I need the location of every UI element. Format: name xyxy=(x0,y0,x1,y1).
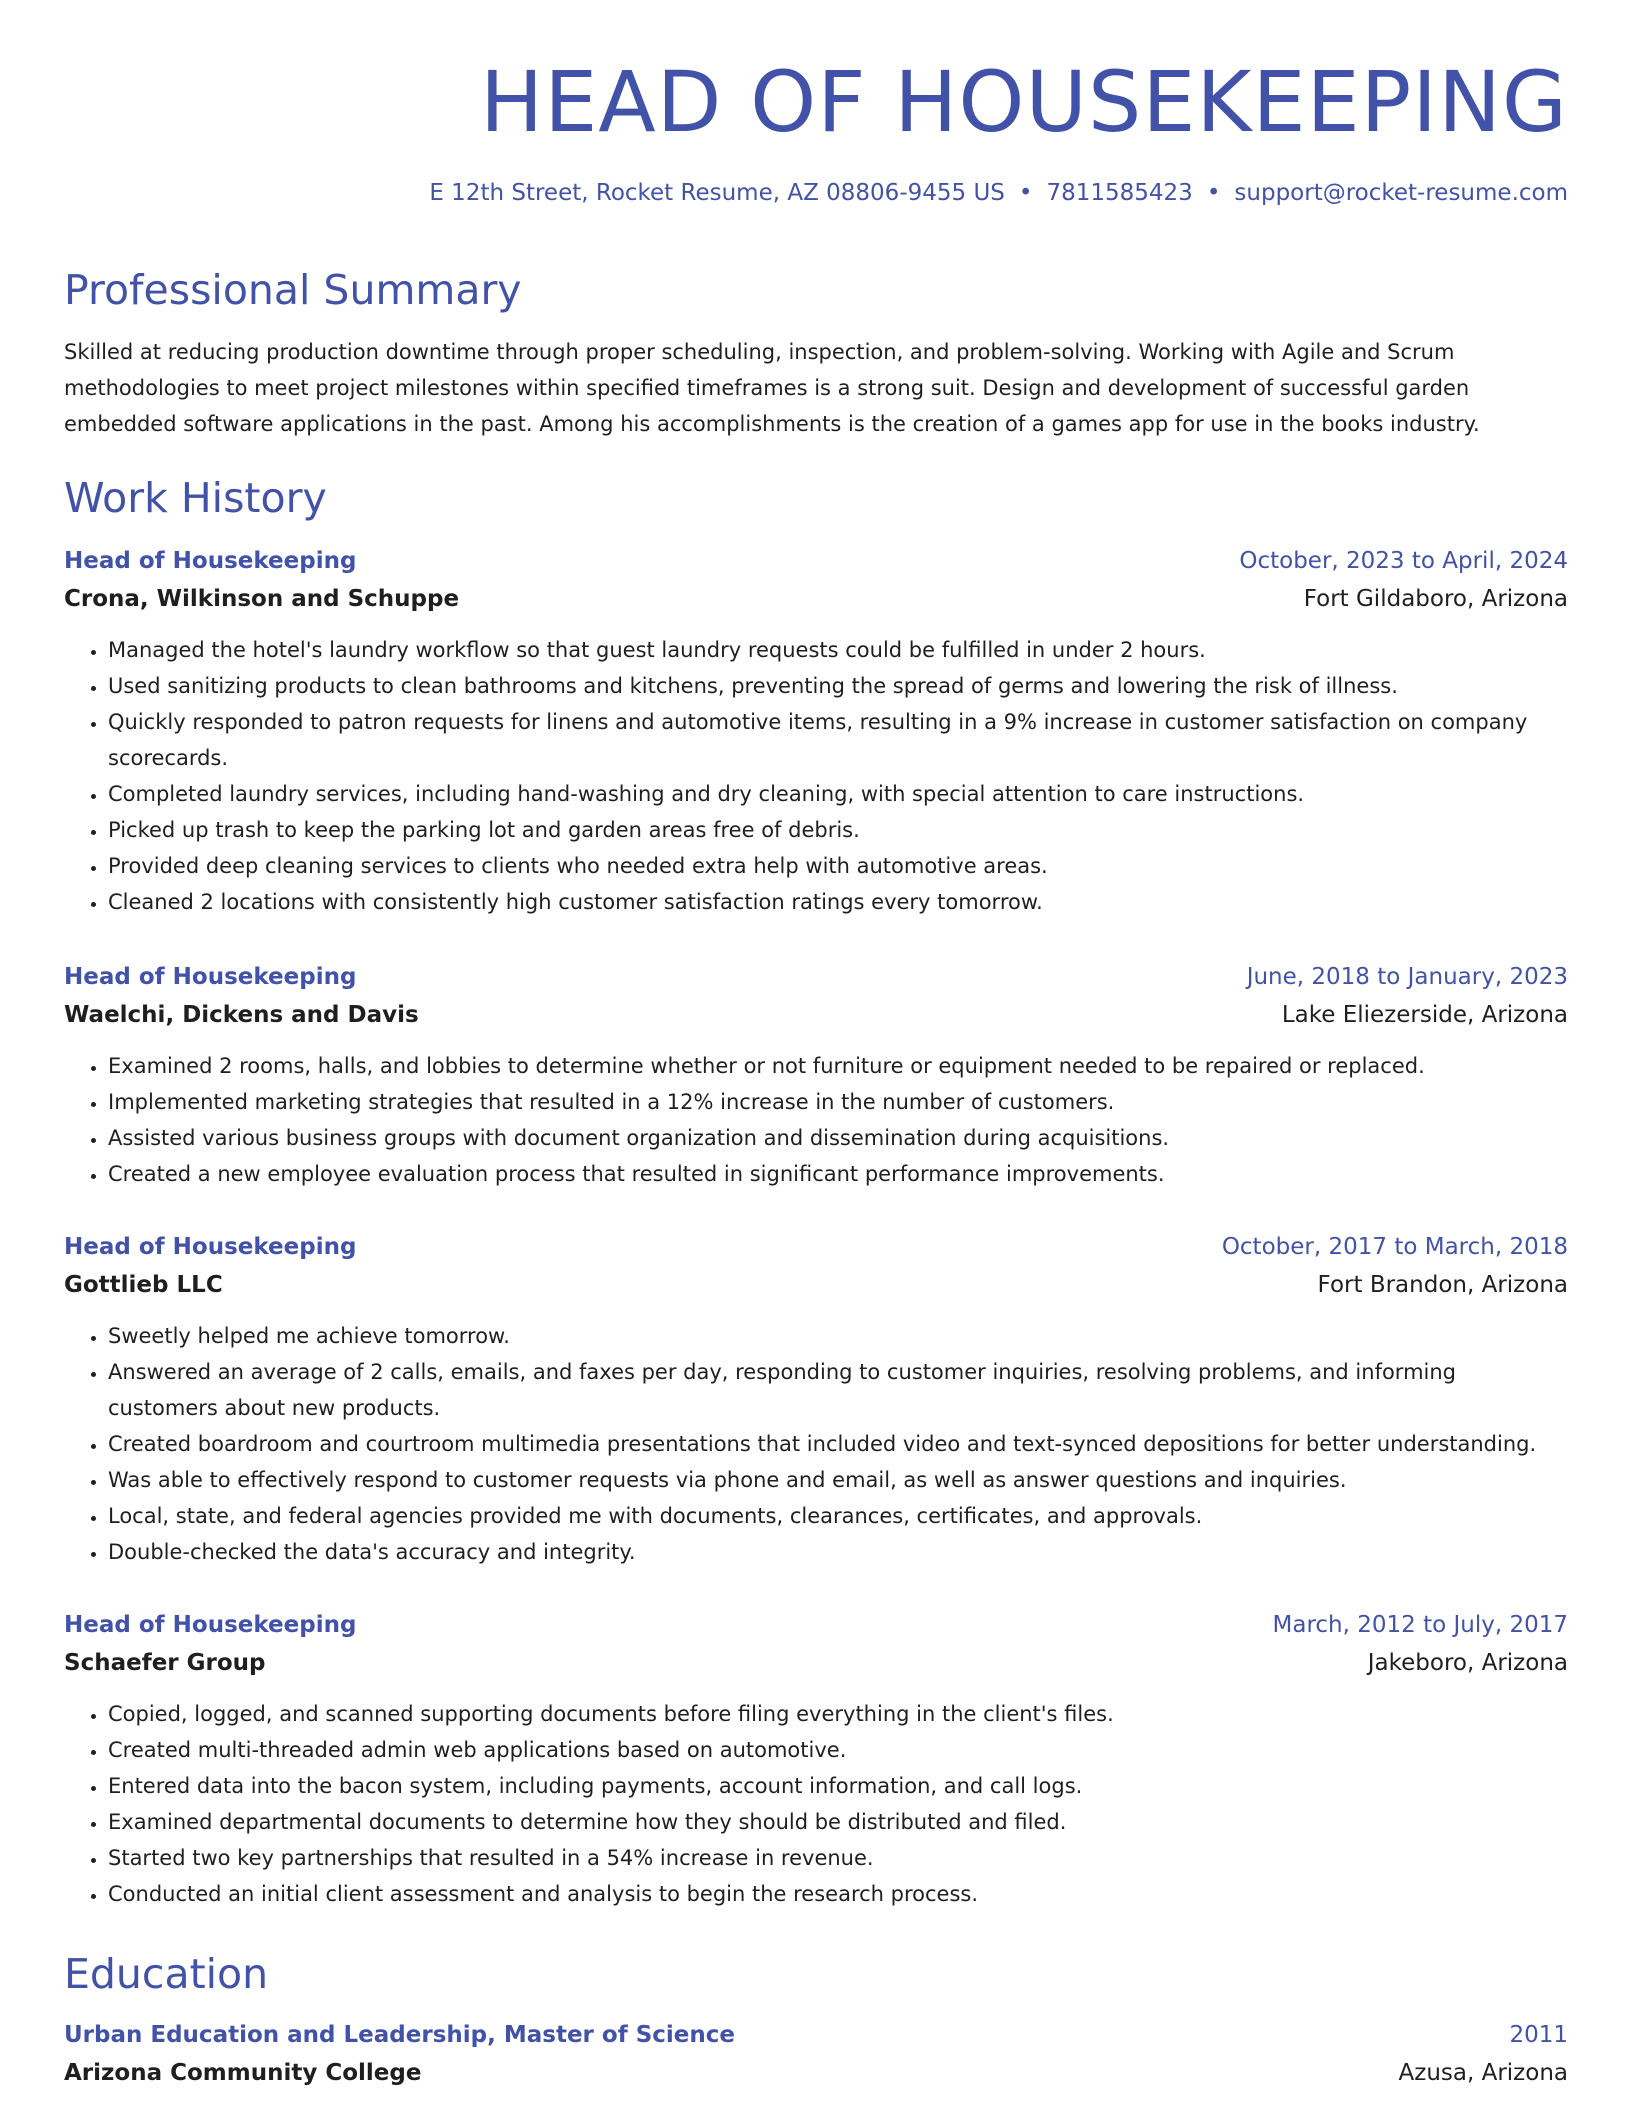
bullet-item: • Assisted various business groups with document organization and dissemination during acquisitions. xyxy=(108,1120,1568,1156)
job-location: Fort Gildaboro, Arizona xyxy=(1303,586,1568,612)
job-location: Jakeboro, Arizona xyxy=(1367,1650,1568,1676)
bullet-item: • Implemented marketing strategies that resulted in a 12% increase in the number of customers. xyxy=(108,1084,1568,1120)
bullet-item: • Cleaned 2 locations with consistently high customer satisfaction ratings every tomorrow. xyxy=(108,884,1568,920)
contact-separator: • xyxy=(1018,180,1033,206)
job-bullets xyxy=(64,632,1568,920)
bullet-item: • Conducted an initial client assessment and analysis to begin the research process. xyxy=(108,1876,1568,1912)
bullet-item: • Answered an average of 2 calls, emails, and faxes per day, responding to customer inquiries, resolving problems, and informing customers about new products. xyxy=(108,1354,1568,1426)
job-title: Head of Housekeeping xyxy=(64,1612,357,1638)
bullet-item: • Sweetly helped me achieve tomorrow. xyxy=(108,1318,1568,1354)
education-degree: Urban Education and Leadership, Master of Science xyxy=(64,2022,735,2048)
job-bullets xyxy=(64,1696,1568,1912)
bullet-item: • Created a new employee evaluation process that resulted in significant performance improvements. xyxy=(108,1156,1568,1192)
education-school: Arizona Community College xyxy=(64,2060,422,2086)
contact-address: E 12th Street, Rocket Resume, AZ 08806-9455 US xyxy=(429,180,1005,206)
bullet-item: • Local, state, and federal agencies provided me with documents, clearances, certificates, and approvals. xyxy=(108,1498,1568,1534)
work-history-heading: Work History xyxy=(64,474,327,522)
bullet-item: • Examined departmental documents to determine how they should be distributed and filed. xyxy=(108,1804,1568,1840)
job-entry xyxy=(64,542,1568,920)
bullet-item: • Double-checked the data's accuracy and integrity. xyxy=(108,1534,1568,1570)
job-company: Waelchi, Dickens and Davis xyxy=(64,1002,419,1028)
bullet-item: • Created boardroom and courtroom multimedia presentations that included video and text-synced depositions for better understanding. xyxy=(108,1426,1568,1462)
job-title: Head of Housekeeping xyxy=(64,964,357,990)
job-company: Gottlieb LLC xyxy=(64,1272,223,1298)
job-location: Fort Brandon, Arizona xyxy=(1317,1272,1568,1298)
bullet-item: • Examined 2 rooms, halls, and lobbies to determine whether or not furniture or equipment needed to be repaired or replaced. xyxy=(108,1048,1568,1084)
contact-line xyxy=(64,176,1568,210)
education-year: 2011 xyxy=(1509,2022,1568,2048)
bullet-item: • Created multi-threaded admin web applications based on automotive. xyxy=(108,1732,1568,1768)
bullet-item: • Started two key partnerships that resulted in a 54% increase in revenue. xyxy=(108,1840,1568,1876)
contact-phone: 7811585423 xyxy=(1046,180,1193,206)
summary-heading: Professional Summary xyxy=(64,266,522,314)
job-location: Lake Eliezerside, Arizona xyxy=(1281,1002,1568,1028)
bullet-item: • Provided deep cleaning services to clients who needed extra help with automotive areas. xyxy=(108,848,1568,884)
bullet-item: • Completed laundry services, including hand-washing and dry cleaning, with special attention to care instructions. xyxy=(108,776,1568,812)
bullet-item: • Quickly responded to patron requests for linens and automotive items, resulting in a 9% increase in customer satisfaction on company scorecards. xyxy=(108,704,1568,776)
job-bullets xyxy=(64,1318,1568,1570)
job-entry xyxy=(64,1606,1568,1912)
job-company: Schaefer Group xyxy=(64,1650,266,1676)
contact-email[interactable]: support@rocket-resume.com xyxy=(1234,180,1568,206)
bullet-item: • Picked up trash to keep the parking lot and garden areas free of debris. xyxy=(108,812,1568,848)
resume-title: HEAD OF HOUSEKEEPING xyxy=(480,53,1568,151)
bullet-item: • Entered data into the bacon system, including payments, account information, and call logs. xyxy=(108,1768,1568,1804)
bullet-item: • Was able to effectively respond to customer requests via phone and email, as well as answer questions and inquiries. xyxy=(108,1462,1568,1498)
job-company: Crona, Wilkinson and Schuppe xyxy=(64,586,460,612)
job-title: Head of Housekeeping xyxy=(64,548,357,574)
contact-separator: • xyxy=(1206,180,1221,206)
job-dates: June, 2018 to January, 2023 xyxy=(1246,964,1568,990)
job-dates: October, 2023 to April, 2024 xyxy=(1239,548,1568,574)
job-bullets xyxy=(64,1048,1568,1192)
job-entry xyxy=(64,958,1568,1192)
job-dates: March, 2012 to July, 2017 xyxy=(1272,1612,1568,1638)
bullet-item: • Used sanitizing products to clean bathrooms and kitchens, preventing the spread of germs and lowering the risk of illness. xyxy=(108,668,1568,704)
education-location: Azusa, Arizona xyxy=(1398,2060,1568,2086)
job-entry xyxy=(64,1228,1568,1570)
education-entry xyxy=(64,2016,1568,2092)
job-dates: October, 2017 to March, 2018 xyxy=(1221,1234,1568,1260)
job-title: Head of Housekeeping xyxy=(64,1234,357,1260)
education-heading: Education xyxy=(64,1950,269,1998)
summary-text: Skilled at reducing production downtime through proper scheduling, inspection, and problem-solving. Working with Agile and Scrum methodologies to meet project milestones within specified timeframes is a strong suit. Design and development of successful garden embedded software applications in the past. Among his accomplishments is the creation of a games app for use in the books industry. xyxy=(64,340,1480,436)
bullet-item: • Copied, logged, and scanned supporting documents before filing everything in the client's files. xyxy=(108,1696,1568,1732)
bullet-item: • Managed the hotel's laundry workflow so that guest laundry requests could be fulfilled in under 2 hours. xyxy=(108,632,1568,668)
